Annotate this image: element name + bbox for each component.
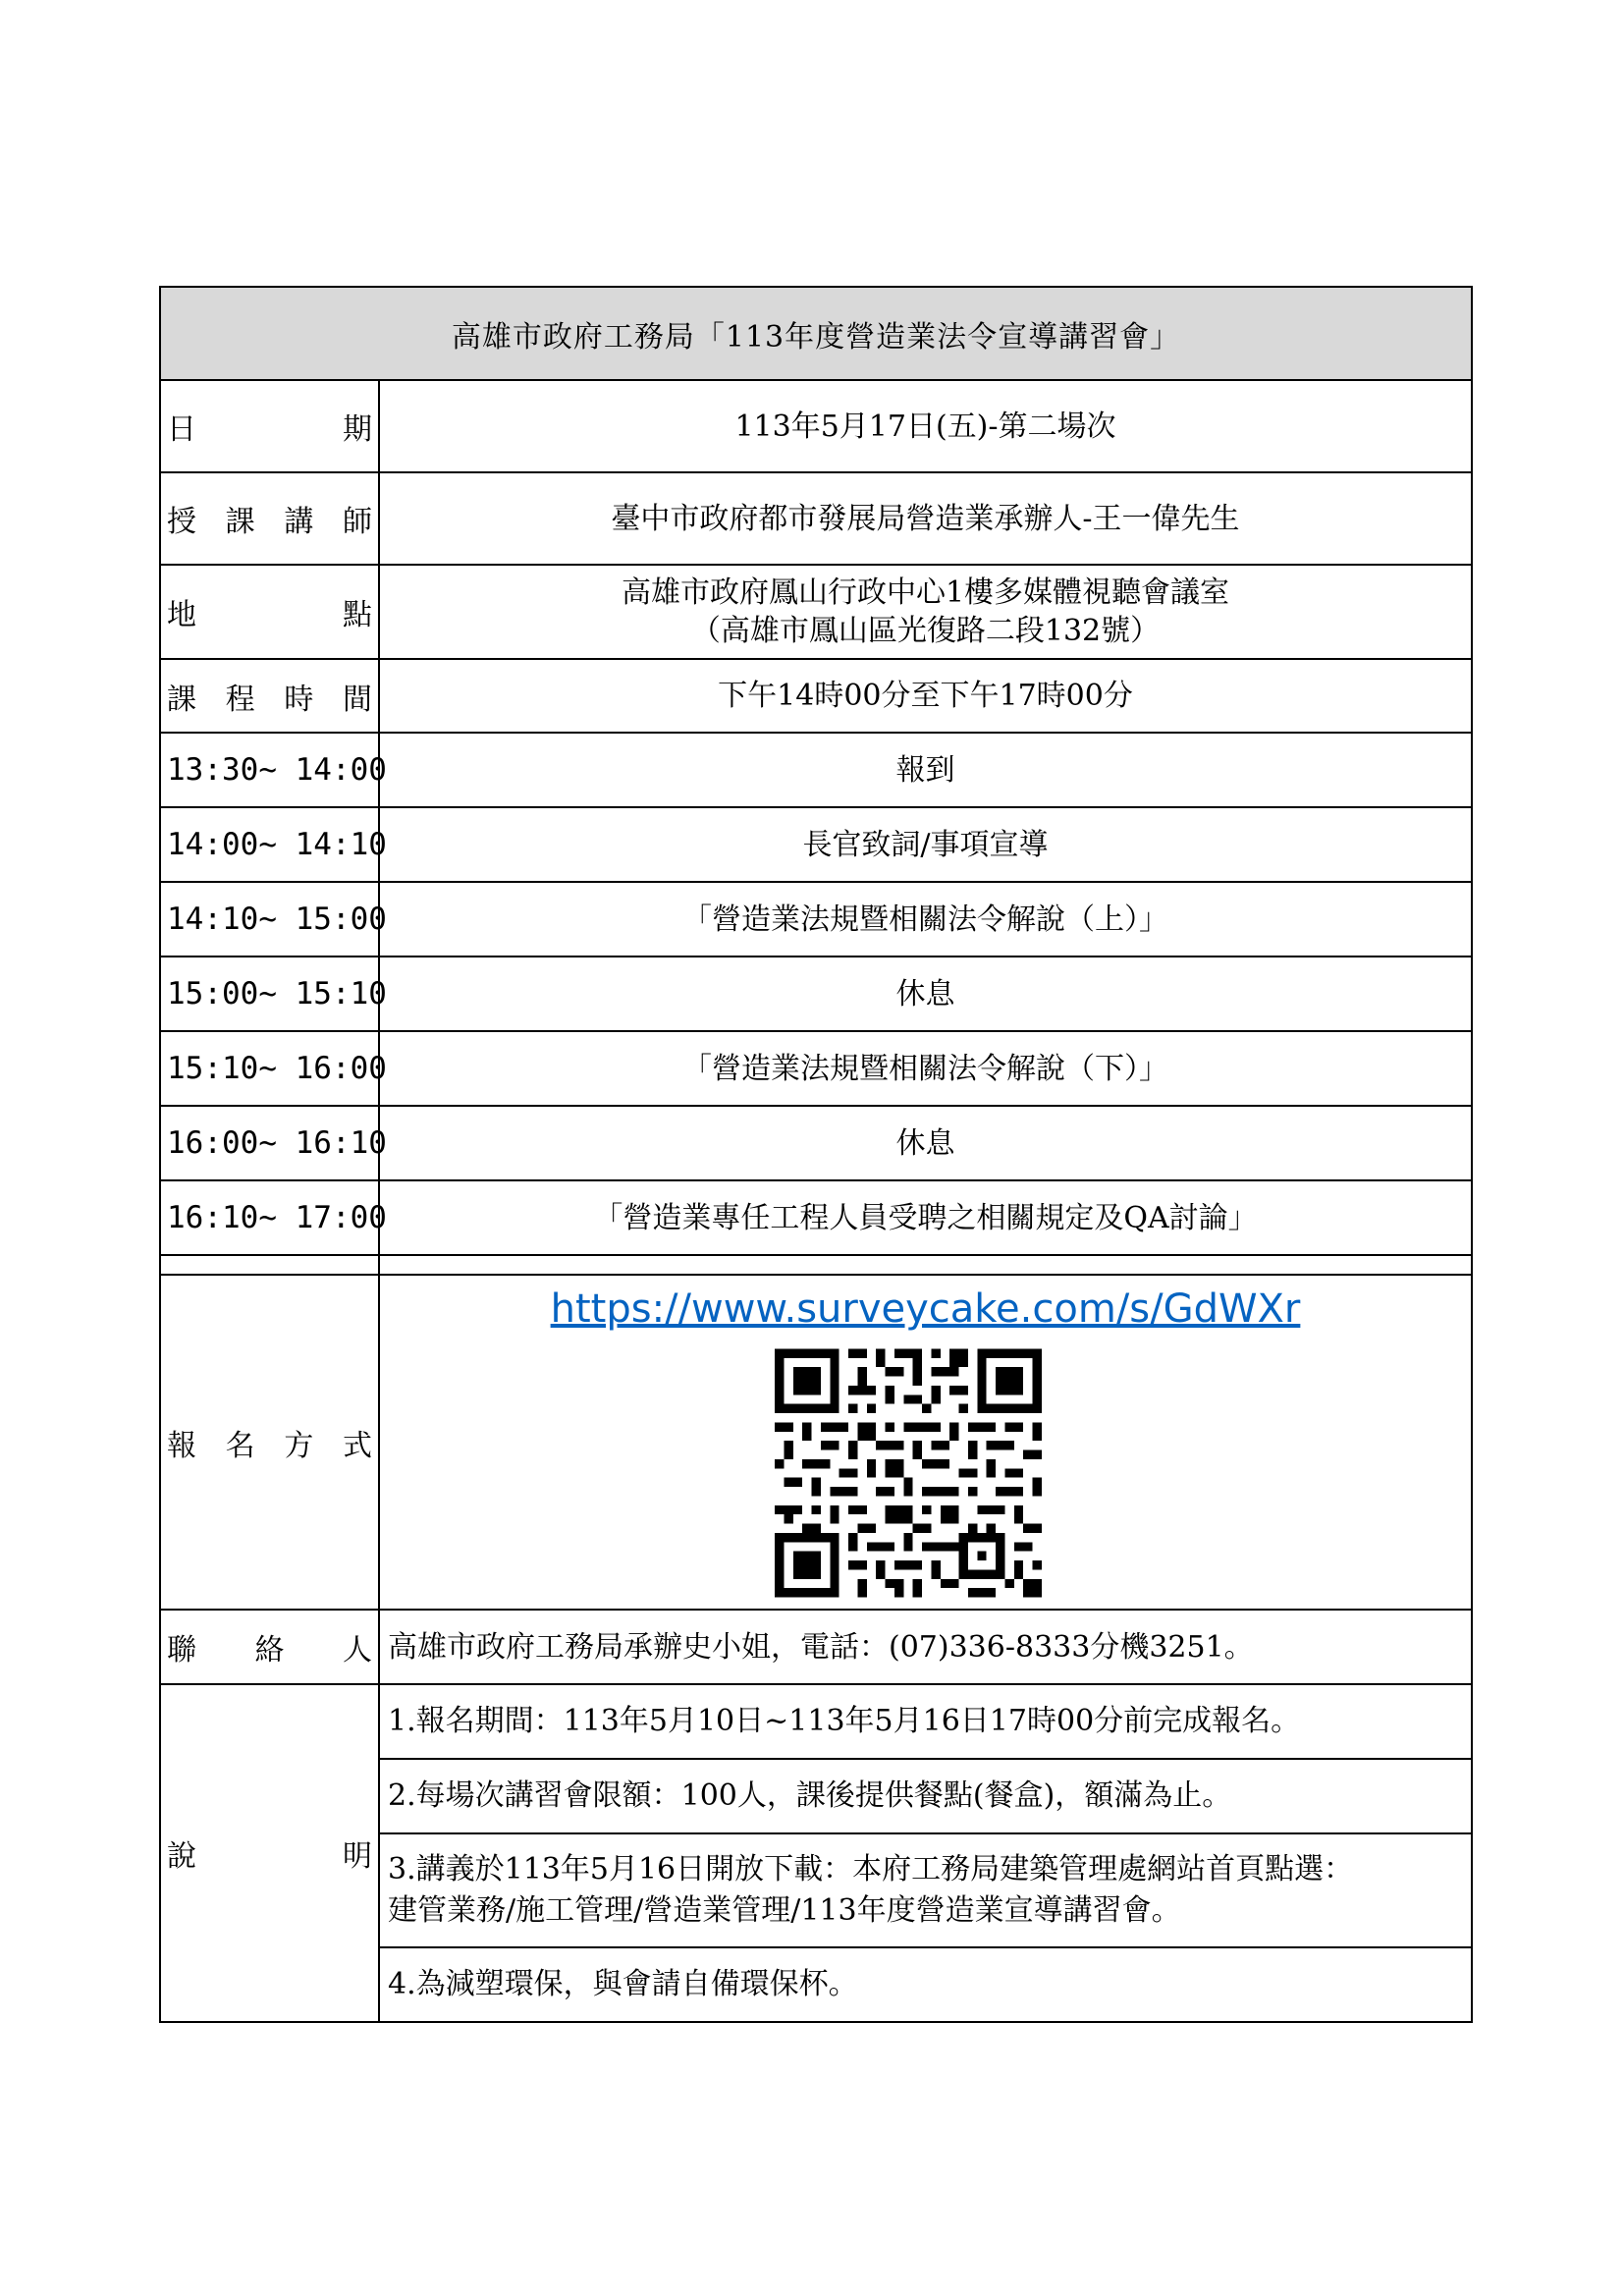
date-label: 日 期 — [161, 381, 380, 471]
notes-list — [380, 1685, 1471, 2021]
lecturer-value: 臺中市政府都市發展局營造業承辦人-王一偉先生 — [611, 501, 1240, 536]
schedule-item: 報到 — [895, 752, 955, 788]
schedule-row — [161, 1107, 1471, 1181]
schedule-row — [161, 1181, 1471, 1256]
schedule-row — [161, 883, 1471, 957]
course-time-value: 下午14時00分至下午17時00分 — [718, 679, 1133, 713]
contact-row — [161, 1611, 1471, 1685]
schedule-item: 「營造業法規暨相關法令解說（上）」 — [682, 902, 1168, 937]
registration-label: 報 名 方 式 — [161, 1276, 380, 1609]
qr-code-icon — [775, 1348, 1042, 1598]
location-row — [161, 566, 1471, 660]
location-label: 地 點 — [161, 566, 380, 658]
note-item: 1.報名期間：113年5月10日~113年5月16日17時00分前完成報名。 — [380, 1685, 1471, 1760]
schedule-item: 長官致詞/事項宣導 — [802, 827, 1049, 862]
schedule-row — [161, 1032, 1471, 1107]
registration-row — [161, 1276, 1471, 1611]
spacer-cell — [380, 1256, 1471, 1274]
note-item-line: 建管業務/施工管理/營造業管理/113年度營造業宣導講習會。 — [388, 1893, 1181, 1928]
location-line2: （高雄市鳳山區光復路二段132號） — [690, 614, 1161, 648]
course-time-row — [161, 660, 1471, 734]
page-title: 高雄市政府工務局「113年度營造業法令宣導講習會」 — [161, 288, 1471, 381]
schedule-time: 16:10~ 17:00 — [161, 1181, 380, 1254]
schedule-item: 「營造業專任工程人員受聘之相關規定及QA討論」 — [593, 1200, 1258, 1235]
lecturer-label: 授 課 講 師 — [161, 473, 380, 564]
course-time-label: 課 程 時 間 — [161, 660, 380, 732]
schedule-time: 15:10~ 16:00 — [161, 1032, 380, 1105]
schedule-item: 休息 — [895, 1125, 955, 1161]
schedule-time: 14:00~ 14:10 — [161, 808, 380, 881]
contact-value: 高雄市政府工務局承辦史小姐，電話：(07)336-8333分機3251。 — [388, 1629, 1254, 1665]
schedule-row — [161, 957, 1471, 1032]
note-item: 2.每場次講習會限額：100人，課後提供餐點(餐盒)，額滿為止。 — [380, 1760, 1471, 1834]
note-item: 4.為減塑環保，與會請自備環保杯。 — [388, 1967, 858, 2001]
date-value: 113年5月17日(五)-第二場次 — [734, 409, 1116, 444]
schedule-row — [161, 734, 1471, 808]
location-line1: 高雄市政府鳳山行政中心1樓多媒體視聽會議室 — [621, 575, 1230, 610]
schedule-time: 13:30~ 14:00 — [161, 734, 380, 806]
event-info-table — [159, 286, 1473, 2023]
schedule-time: 16:00~ 16:10 — [161, 1107, 380, 1179]
schedule-time: 14:10~ 15:00 — [161, 883, 380, 956]
schedule-row — [161, 808, 1471, 883]
schedule-item: 休息 — [895, 976, 955, 1011]
schedule-time: 15:00~ 15:10 — [161, 957, 380, 1030]
notes-label: 說 明 — [161, 1685, 380, 2021]
registration-value — [380, 1276, 1471, 1609]
date-row — [161, 381, 1471, 473]
note-item-line: 3.講義於113年5月16日開放下載：本府工務局建築管理處網站首頁點選： — [388, 1852, 1354, 1886]
registration-link[interactable]: https://www.surveycake.com/s/GdWXr — [550, 1286, 1301, 1332]
notes-row — [161, 1685, 1471, 2021]
contact-label: 聯 絡 人 — [161, 1611, 380, 1683]
spacer-row — [161, 1256, 1471, 1276]
spacer-cell — [161, 1256, 380, 1274]
note-item — [380, 1834, 1471, 1948]
lecturer-row — [161, 473, 1471, 566]
location-value — [380, 566, 1471, 658]
schedule-item: 「營造業法規暨相關法令解說（下）」 — [682, 1051, 1168, 1086]
